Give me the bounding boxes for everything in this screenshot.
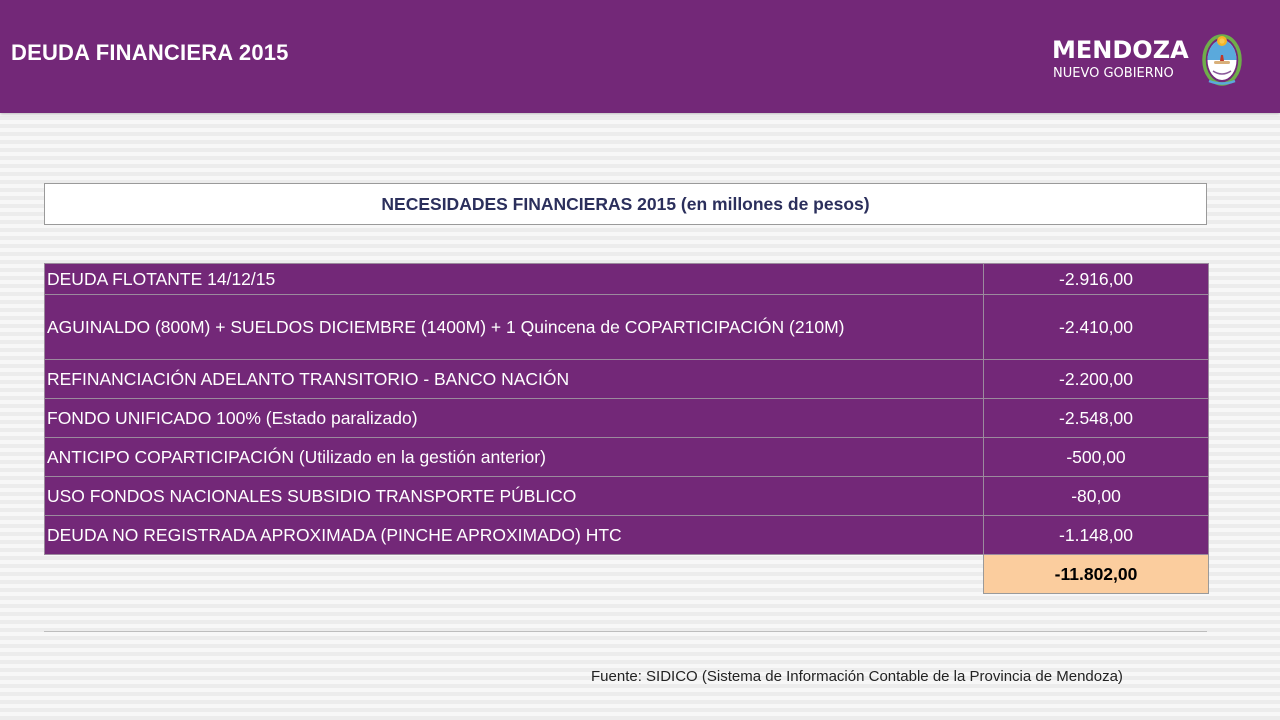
provincial-coat-of-arms-icon xyxy=(1201,31,1243,87)
table-row xyxy=(45,399,1209,438)
table-row xyxy=(45,516,1209,555)
row-label: FONDO UNIFICADO 100% (Estado paralizado) xyxy=(45,399,984,438)
row-value: -80,00 xyxy=(984,477,1209,516)
total-spacer xyxy=(45,555,984,594)
row-value: -2.410,00 xyxy=(984,295,1209,360)
page-title: DEUDA FINANCIERA 2015 xyxy=(11,40,289,65)
table-row xyxy=(45,295,1209,360)
header-bar xyxy=(0,0,1280,113)
table-row xyxy=(45,477,1209,516)
total-value: -11.802,00 xyxy=(984,555,1209,594)
row-value: -500,00 xyxy=(984,438,1209,477)
row-label: DEUDA NO REGISTRADA APROXIMADA (PINCHE APROXIMADO) HTC xyxy=(45,516,984,555)
row-label: REFINANCIACIÓN ADELANTO TRANSITORIO - BANCO NACIÓN xyxy=(45,360,984,399)
row-value: -1.148,00 xyxy=(984,516,1209,555)
table-title: NECESIDADES FINANCIERAS 2015 (en millones de pesos) xyxy=(381,193,870,214)
table-row xyxy=(45,360,1209,399)
table-row xyxy=(45,438,1209,477)
row-label: AGUINALDO (800M) + SUELDOS DICIEMBRE (1400M) + 1 Quincena de COPARTICIPACIÓN (210M) xyxy=(45,295,984,360)
row-label: DEUDA FLOTANTE 14/12/15 xyxy=(45,264,984,295)
row-label: ANTICIPO COPARTICIPACIÓN (Utilizado en la gestión anterior) xyxy=(45,438,984,477)
logo-subtitle: NUEVO GOBIERNO xyxy=(1053,66,1174,81)
logo-name: MENDOZA xyxy=(1052,36,1189,64)
table-row xyxy=(45,264,1209,295)
debt-table xyxy=(44,263,1209,594)
row-value: -2.916,00 xyxy=(984,264,1209,295)
table-title-box xyxy=(44,183,1207,225)
total-row xyxy=(45,555,1209,594)
source-note: Fuente: SIDICO (Sistema de Información Contable de la Provincia de Mendoza) xyxy=(591,668,1123,685)
row-label: USO FONDOS NACIONALES SUBSIDIO TRANSPORTE PÚBLICO xyxy=(45,477,984,516)
footer-divider xyxy=(44,631,1207,632)
row-value: -2.548,00 xyxy=(984,399,1209,438)
mendoza-logo xyxy=(1052,34,1242,90)
row-value: -2.200,00 xyxy=(984,360,1209,399)
